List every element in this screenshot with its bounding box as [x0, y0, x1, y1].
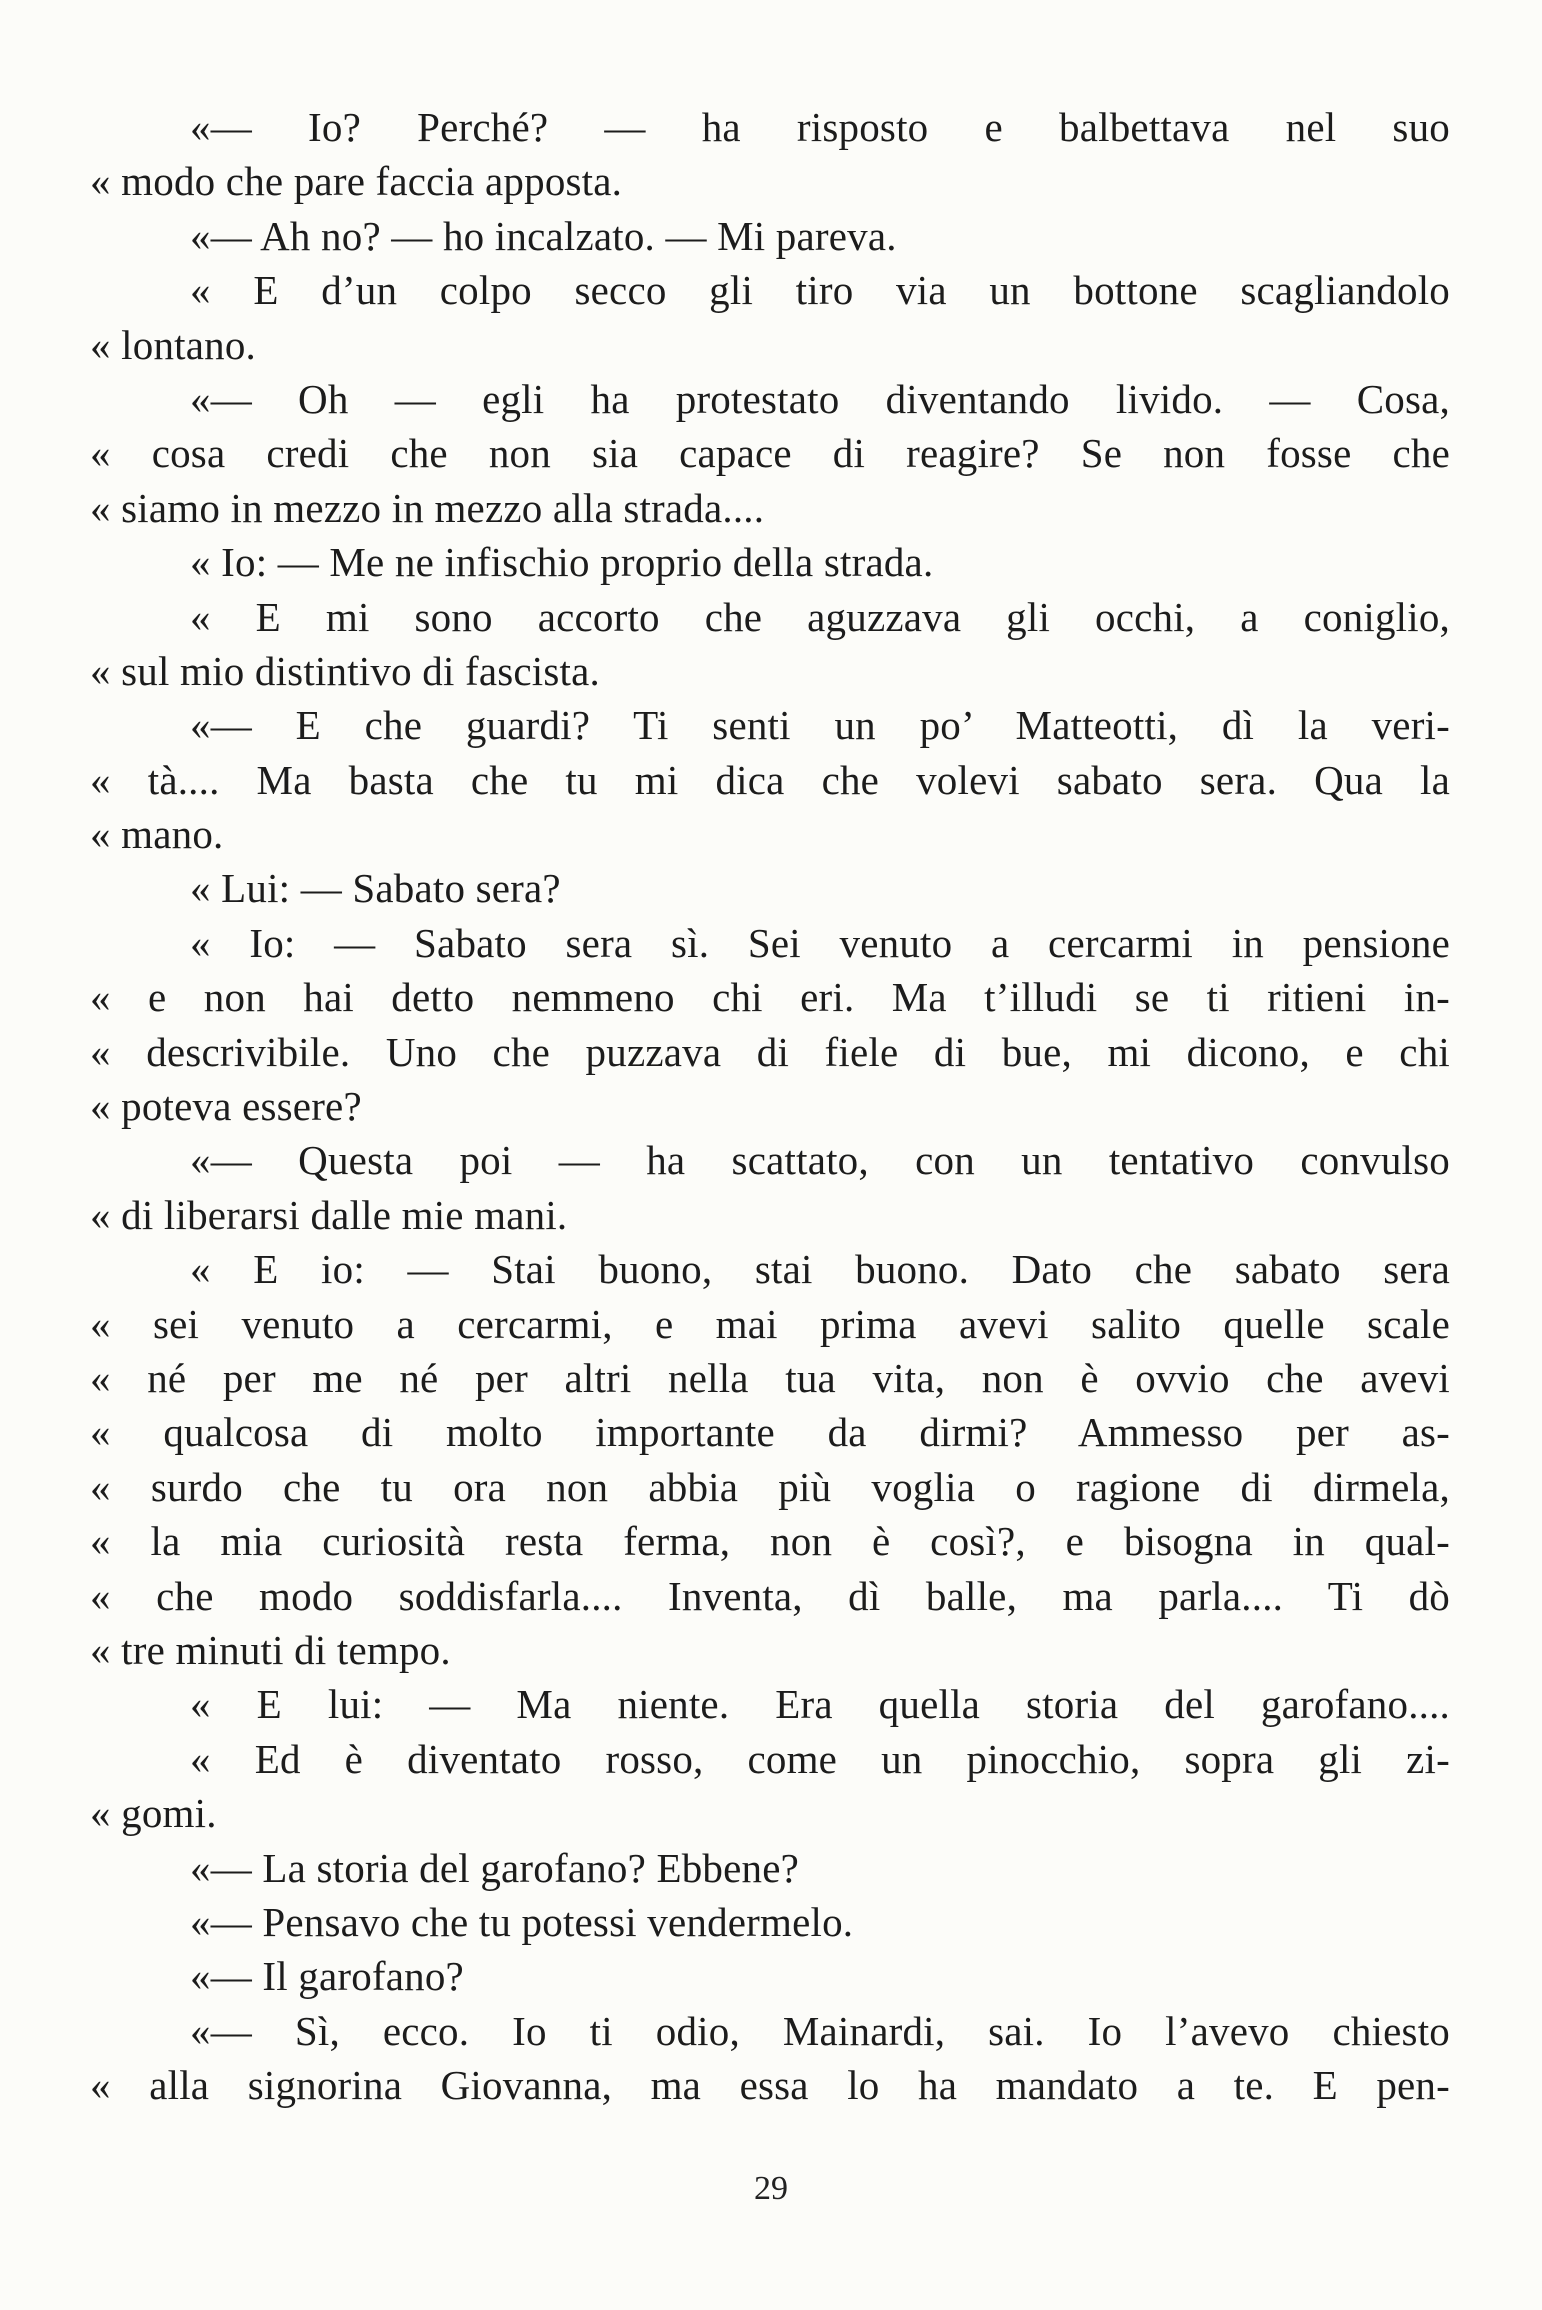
text-line — [90, 372, 1450, 426]
text-line-content: « E lui: — Ma niente. Era quella storia del garofano.... — [190, 1681, 1450, 1728]
text-line-content: « che modo soddisfarla.... Inventa, dì balle, ma parla.... Ti dò — [90, 1572, 1450, 1619]
text-line — [90, 1079, 1450, 1133]
text-line-content: « tà.... Ma basta che tu mi dica che volevi sabato sera. Qua la — [90, 756, 1450, 803]
text-line — [90, 807, 1450, 861]
text-line — [90, 1514, 1450, 1568]
text-line-content: « sul mio distintivo di fascista. — [90, 647, 600, 694]
text-line-content: « né per me né per altri nella tua vita, non è ovvio che avevi — [90, 1354, 1450, 1401]
text-line-content: «— Il garofano? — [190, 1953, 464, 2000]
text-line-content: « tre minuti di tempo. — [90, 1626, 451, 1673]
text-line — [90, 753, 1450, 807]
text-line — [90, 916, 1450, 970]
text-line — [90, 1242, 1450, 1296]
text-line-content: «— Ah no? — ho incalzato. — Mi pareva. — [190, 212, 897, 259]
text-line-content: « Lui: — Sabato sera? — [190, 865, 561, 912]
text-line-content: « descrivibile. Uno che puzzava di fiele di bue, mi dicono, e chi — [90, 1028, 1450, 1075]
text-line — [90, 1786, 1450, 1840]
text-line — [90, 698, 1450, 752]
text-line — [90, 590, 1450, 644]
text-line-content: « di liberarsi dalle mie mani. — [90, 1191, 568, 1238]
text-line — [90, 535, 1450, 589]
text-line-content: « modo che pare faccia apposta. — [90, 158, 623, 205]
text-line-content: « E io: — Stai buono, stai buono. Dato che sabato sera — [190, 1246, 1450, 1293]
text-line — [90, 1732, 1450, 1786]
text-line — [90, 861, 1450, 915]
text-line-content: «— E che guardi? Ti senti un po’ Matteotti, dì la veri- — [190, 702, 1450, 749]
text-line-content: « Ed è diventato rosso, come un pinocchio, sopra gli zi- — [190, 1735, 1450, 1782]
text-line-content: « mano. — [90, 811, 224, 858]
text-line — [90, 154, 1450, 208]
text-line — [90, 1623, 1450, 1677]
text-line-content: « la mia curiosità resta ferma, non è così?, e bisogna in qual- — [90, 1518, 1450, 1565]
text-line — [90, 1297, 1450, 1351]
text-line — [90, 1025, 1450, 1079]
text-line — [90, 2058, 1450, 2112]
text-line — [90, 481, 1450, 535]
text-line — [90, 100, 1450, 154]
text-line — [90, 263, 1450, 317]
text-line-content: « surdo che tu ora non abbia più voglia o ragione di dirmela, — [90, 1463, 1450, 1510]
text-line — [90, 1949, 1450, 2003]
text-line — [90, 1841, 1450, 1895]
text-line — [90, 318, 1450, 372]
page-number: 29 — [754, 2170, 788, 2207]
text-line — [90, 426, 1450, 480]
text-line-content: «— Oh — egli ha protestato diventando livido. — Cosa, — [190, 375, 1450, 422]
text-line-content: « poteva essere? — [90, 1083, 362, 1130]
text-line — [90, 970, 1450, 1024]
text-line — [90, 1133, 1450, 1187]
text-line — [90, 1569, 1450, 1623]
text-line-content: « E d’un colpo secco gli tiro via un bottone scagliandolo — [190, 267, 1450, 314]
body-text — [90, 100, 1450, 2112]
text-line-content: « gomi. — [90, 1790, 217, 1837]
text-line-content: « sei venuto a cercarmi, e mai prima avevi salito quelle scale — [90, 1300, 1450, 1347]
text-line — [90, 644, 1450, 698]
text-line — [90, 209, 1450, 263]
text-line-content: «— Sì, ecco. Io ti odio, Mainardi, sai. Io l’avevo chiesto — [190, 2007, 1450, 2054]
text-line-content: «— Questa poi — ha scattato, con un tentativo convulso — [190, 1137, 1450, 1184]
text-line-content: « E mi sono accorto che aguzzava gli occhi, a coniglio, — [190, 593, 1450, 640]
text-line-content: « alla signorina Giovanna, ma essa lo ha mandato a te. E pen- — [90, 2062, 1450, 2109]
text-line-content: « e non hai detto nemmeno chi eri. Ma t’illudi se ti ritieni in- — [90, 974, 1450, 1021]
text-line — [90, 1351, 1450, 1405]
text-line-content: « Io: — Me ne infischio proprio della strada. — [190, 539, 934, 586]
text-line — [90, 1677, 1450, 1731]
text-line — [90, 1895, 1450, 1949]
text-line-content: « lontano. — [90, 321, 256, 368]
text-line-content: «— La storia del garofano? Ebbene? — [190, 1844, 800, 1891]
text-line-content: « Io: — Sabato sera sì. Sei venuto a cercarmi in pensione — [190, 919, 1450, 966]
text-line — [90, 1460, 1450, 1514]
text-line-content: « cosa credi che non sia capace di reagire? Se non fosse che — [90, 430, 1450, 477]
text-line — [90, 1405, 1450, 1459]
text-line — [90, 1188, 1450, 1242]
text-line-content: «— Pensavo che tu potessi vendermelo. — [190, 1898, 854, 1945]
text-line — [90, 2004, 1450, 2058]
text-line-content: « siamo in mezzo in mezzo alla strada.... — [90, 484, 765, 531]
text-line-content: «— Io? Perché? — ha risposto e balbettava nel suo — [190, 104, 1450, 150]
text-line-content: « qualcosa di molto importante da dirmi? Ammesso per as- — [90, 1409, 1450, 1456]
